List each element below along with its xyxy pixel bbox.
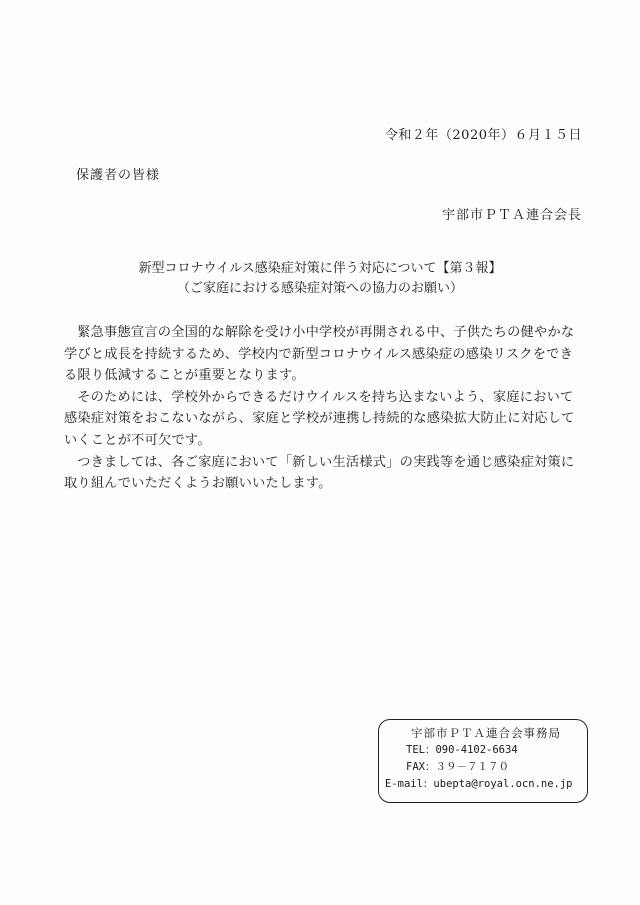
letter-title-main: 新型コロナウイルス感染症対策に伴う対応について【第３報】 <box>138 261 502 276</box>
contact-box <box>378 719 588 803</box>
body-paragraph: そのためには、学校外からできるだけウイルスを持ち込まないよう、家庭において感染症対策をおこないながら、家庭と学校が連携し持続的な感染拡大防止に対応していくことが不可欠です。 <box>64 389 575 448</box>
body-paragraph: つきましては、各ご家庭において「新しい生活様式」の実践等を通じ感染症対策に取り組んでいただくようお願いいたします。 <box>64 454 575 492</box>
contact-email: E-mail：ubepta@royal.ocn.ne.jp <box>385 778 573 790</box>
letter-body <box>64 322 584 495</box>
contact-fax: FAX：３９－７１７０ <box>406 761 509 773</box>
contact-organization: 宇部市ＰＴＡ連合会事務局 <box>411 726 561 740</box>
letter-title-sub: （ご家庭における感染症対策への協力のお願い） <box>176 281 463 296</box>
letter-addressee: 保護者の皆様 <box>76 168 161 183</box>
contact-telephone: TEL：090-4102-6634 <box>406 744 518 756</box>
letter-sender: 宇部市ＰＴＡ連合会長 <box>441 208 582 223</box>
body-paragraph: 緊急事態宣言の全国的な解除を受け小中学校が再開される中、子供たちの健やかな学びと成長を持続するため、学校内で新型コロナウイルス感染症の感染リスクをできる限り低減することが重要となります。 <box>64 325 575 384</box>
letter-date: 令和２年（2020年）６月１５日 <box>384 128 582 143</box>
letter-title <box>0 259 640 299</box>
